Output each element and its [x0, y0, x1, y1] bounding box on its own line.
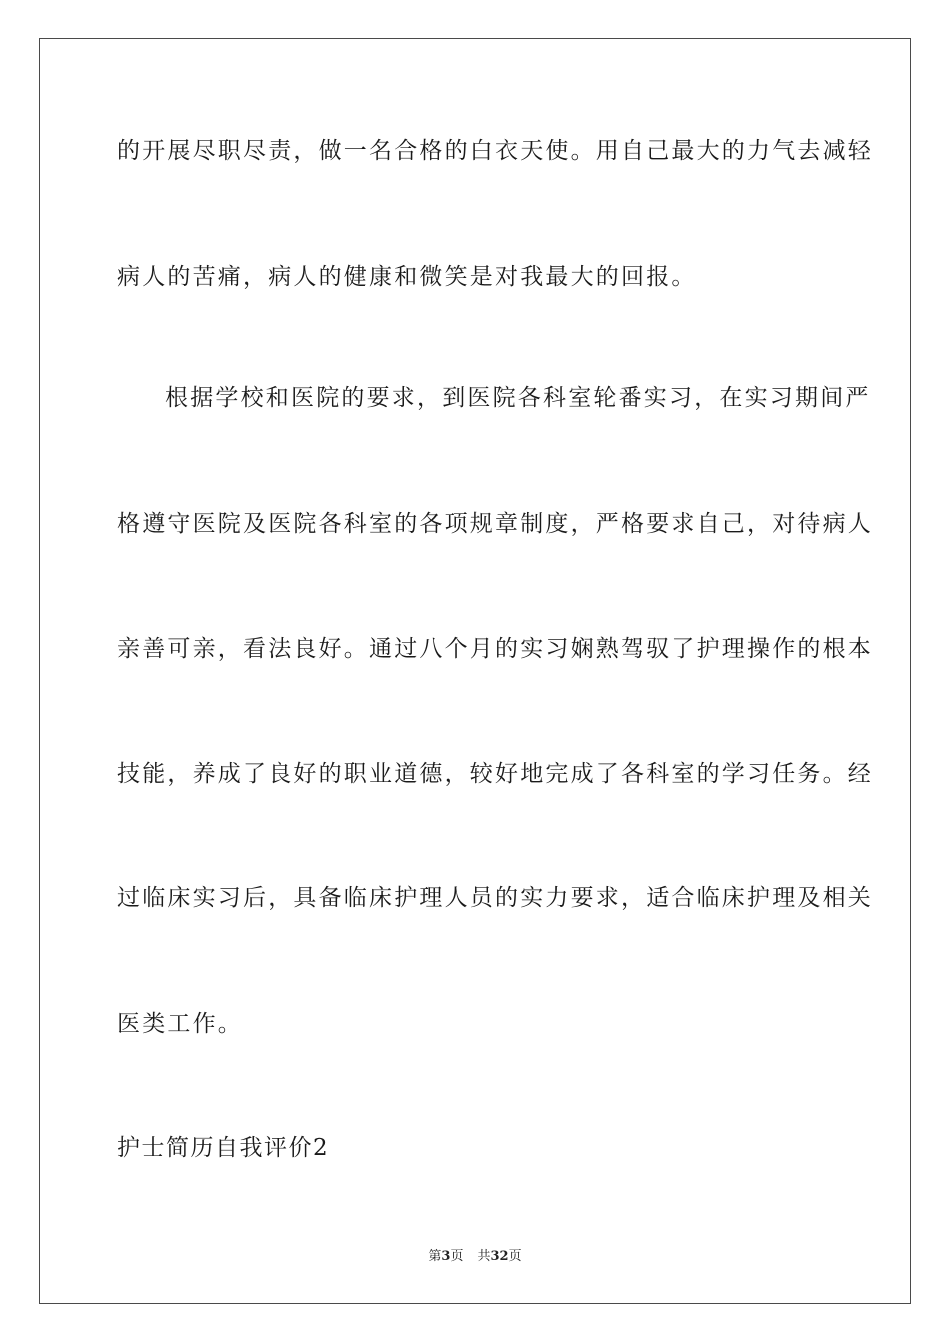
- page-border: [39, 38, 911, 1304]
- paragraph-2-line-5: 过临床实习后，具备临床护理人员的实力要求，适合临床护理及相关: [117, 885, 873, 911]
- paragraph-1-line-2: 病人的苦痛，病人的健康和微笑是对我最大的回报。: [117, 264, 697, 290]
- footer-total-suffix: 页: [508, 1249, 522, 1264]
- paragraph-2-line-1: 根据学校和医院的要求，到医院各科室轮番实习，在实习期间严: [165, 385, 871, 411]
- footer-page-suffix: 页: [450, 1249, 464, 1264]
- paragraph-2-line-6: 医类工作。: [117, 1011, 243, 1037]
- paragraph-2-line-2: 格遵守医院及医院各科室的各项规章制度，严格要求自己，对待病人: [117, 511, 873, 537]
- footer-total-pages: 32: [490, 1249, 509, 1264]
- page-footer: [0, 1248, 950, 1266]
- footer-page-number: 3: [441, 1249, 451, 1264]
- paragraph-2-line-4: 技能，养成了良好的职业道德，较好地完成了各科室的学习任务。经: [117, 761, 873, 787]
- paragraph-2-line-3: 亲善可亲，看法良好。通过八个月的实习娴熟驾驭了护理操作的根本: [117, 636, 873, 662]
- footer-total-prefix: 共: [477, 1249, 491, 1264]
- footer-page-prefix: 第: [428, 1249, 442, 1264]
- paragraph-1-line-1: 的开展尽职尽责，做一名合格的白衣天使。用自己最大的力气去减轻: [117, 138, 873, 164]
- section-heading: 护士简历自我评价2: [117, 1135, 330, 1161]
